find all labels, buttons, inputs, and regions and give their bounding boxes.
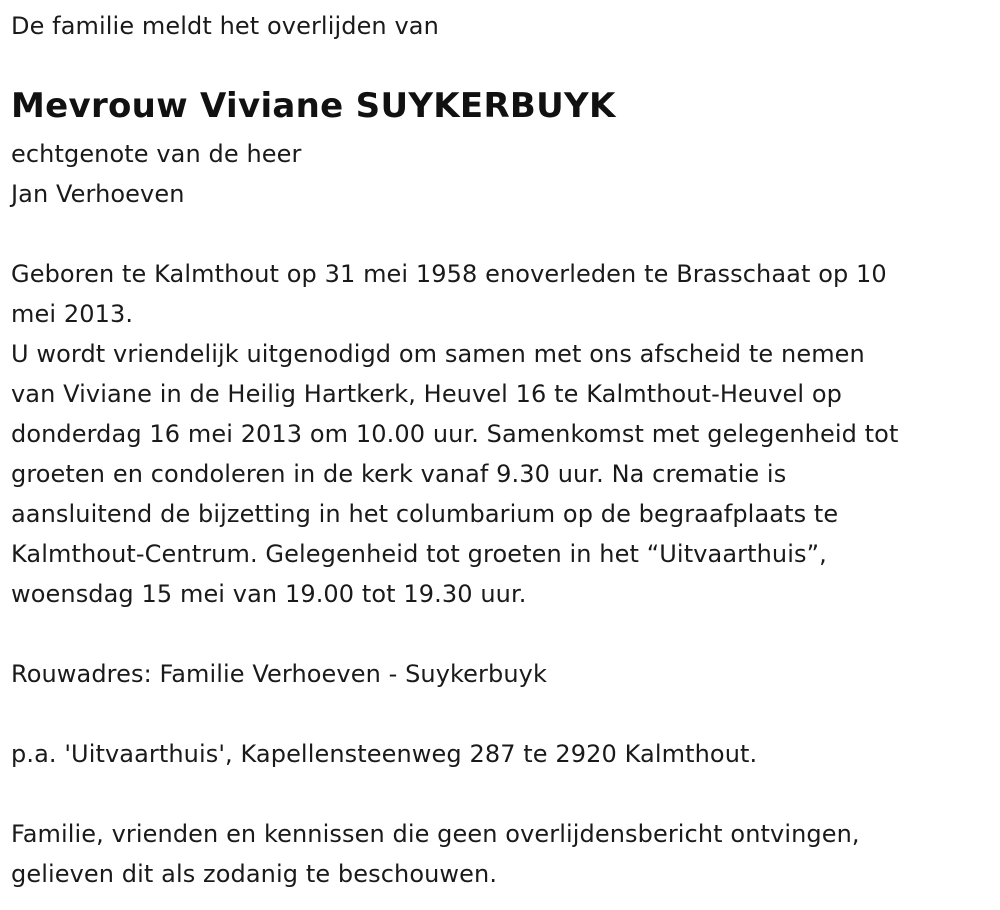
body-line: aansluitend de bijzetting in het columbarium op de begraafplaats te: [11, 500, 839, 528]
mourning-address-text: Rouwadres: Familie Verhoeven - Suykerbuyk: [11, 660, 547, 688]
closing-section: [11, 814, 860, 894]
body-line: Kalmthout-Centrum. Gelegenheid tot groeten in het “Uitvaarthuis”,: [11, 540, 827, 568]
spouse-line: Jan Verhoeven: [11, 180, 185, 208]
body-line: woensdag 15 mei van 19.00 tot 19.30 uur.: [11, 580, 527, 608]
spouse-line: echtgenote van de heer: [11, 140, 302, 168]
body-line: U wordt vriendelijk uitgenodigd om samen met ons afscheid te nemen: [11, 340, 865, 368]
spouse-section: [11, 134, 301, 214]
care-of-address-text: p.a. 'Uitvaarthuis', Kapellensteenweg 287 te 2920 Kalmthout.: [11, 740, 758, 768]
mourning-address: [11, 654, 547, 694]
body-paragraph: [11, 254, 898, 614]
closing-line: Familie, vrienden en kennissen die geen overlijdensbericht ontvingen,: [11, 820, 860, 848]
deceased-name: Mevrouw Viviane SUYKERBUYK: [11, 86, 616, 126]
body-line: Geboren te Kalmthout op 31 mei 1958 enoverleden te Brasschaat op 10: [11, 260, 887, 288]
body-line: van Viviane in de Heilig Hartkerk, Heuvel 16 te Kalmthout-Heuvel op: [11, 380, 842, 408]
intro-section: [11, 6, 439, 46]
body-line: groeten en condoleren in de kerk vanaf 9.30 uur. Na crematie is: [11, 460, 787, 488]
intro-text: De familie meldt het overlijden van: [11, 12, 439, 40]
closing-line: gelieven dit als zodanig te beschouwen.: [11, 860, 498, 888]
care-of-address: [11, 734, 757, 774]
body-line: donderdag 16 mei 2013 om 10.00 uur. Samenkomst met gelegenheid tot: [11, 420, 899, 448]
body-line: mei 2013.: [11, 300, 134, 328]
